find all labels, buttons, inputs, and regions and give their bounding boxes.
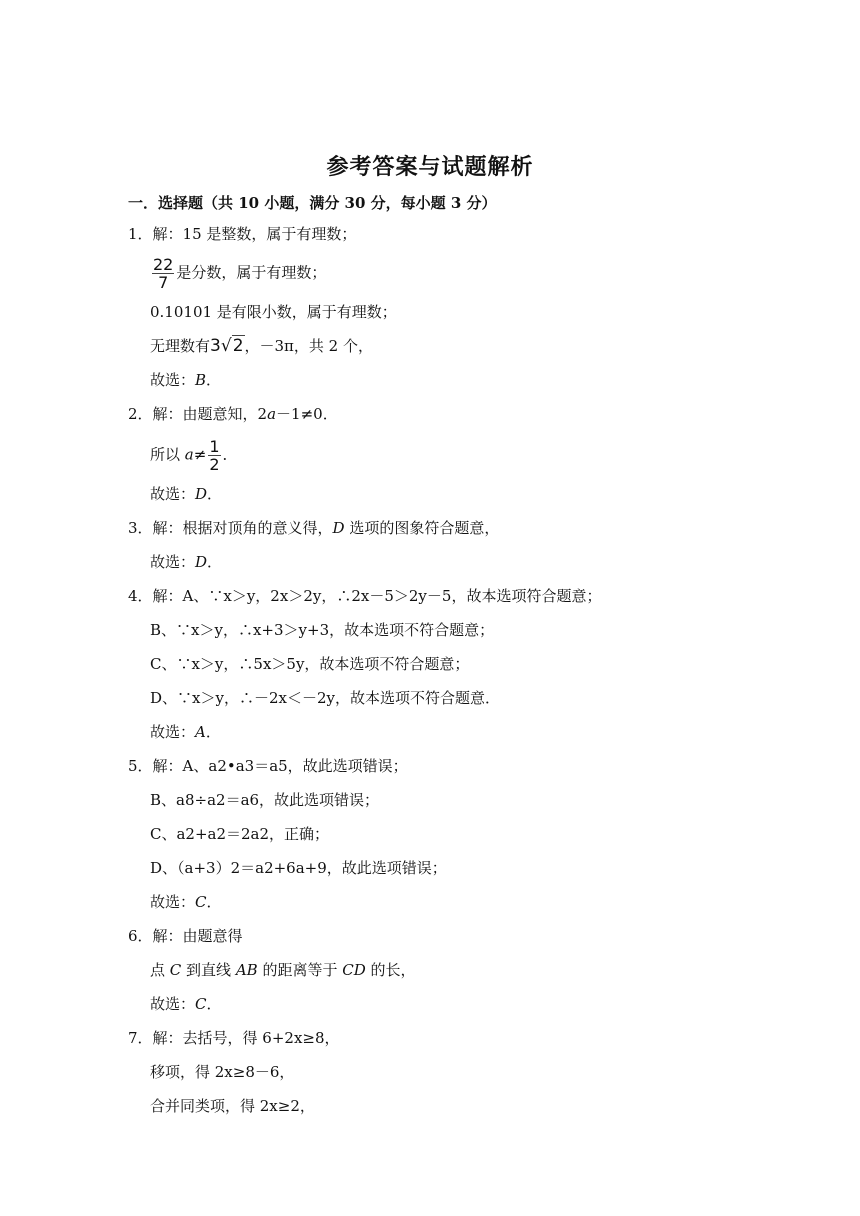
q5-answer: 故选：C． (150, 893, 222, 911)
q4-answer: 故选：A． (150, 723, 221, 741)
q3-line-1: 3．解：根据对顶角的意义得，D 选项的图象符合题意， (128, 519, 500, 537)
fraction-1-2: $\frac{1}{2}$ (209, 437, 220, 474)
page-title: 参考答案与试题解析 (326, 154, 534, 180)
q5-line-1: 5．解：A、a2•a3＝a5，故此选项错误； (128, 757, 408, 775)
q1-line-4: 无理数有3√2，－3π，共 2 个， (150, 336, 373, 356)
q2-answer: 故选：D． (150, 485, 223, 503)
q4-line-2: B、∵x＞y，∴x+3＞y+3，故本选项不符合题意； (150, 621, 495, 639)
q5-line-3: C、a2+a2＝2a2，正确； (150, 825, 330, 843)
q6-line-1: 6．解：由题意得 (128, 927, 243, 945)
q7-line-1: 7．解：去括号，得 6+2x≥8， (128, 1029, 340, 1047)
q7-line-2: 移项，得 2x≥8－6， (150, 1063, 295, 1081)
q1-line-1: 1．解：15 是整数，属于有理数； (128, 225, 357, 243)
q2-line-1: 2．解：由题意知，2a－1≠0． (128, 405, 338, 423)
q5-line-4: D、（a+3）2＝a2+6a+9，故此选项错误； (150, 859, 447, 877)
section-heading: 一．选择题（共 10 小题，满分 30 分，每小题 3 分） (128, 194, 497, 212)
radical-3-root-2: 3√2 (210, 336, 244, 356)
q1-line-2: $\frac{22}{7}$ 是分数，属于有理数； (153, 255, 327, 292)
q7-line-3: 合并同类项，得 2x≥2， (150, 1097, 315, 1115)
q4-line-3: C、∵x＞y，∴5x＞5y，故本选项不符合题意； (150, 655, 470, 673)
q4-line-4: D、∵x＞y，∴－2x＜－2y，故本选项不符合题意． (150, 689, 500, 707)
q3-answer: 故选：D． (150, 553, 223, 571)
q6-line-2: 点 C 到直线 AB 的距离等于 CD 的长， (150, 961, 416, 979)
q5-line-2: B、a8÷a2＝a6，故此选项错误； (150, 791, 380, 809)
q1-answer: 故选：B． (150, 371, 222, 389)
q2-line-2: 所以 a≠ $\frac{1}{2}$ ． (150, 437, 238, 474)
fraction-22-7: $\frac{22}{7}$ (153, 255, 174, 292)
q6-answer: 故选：C． (150, 995, 222, 1013)
q1-line-3: 0.10101 是有限小数，属于有理数； (150, 303, 397, 321)
q4-line-1: 4．解：A、∵x＞y，2x＞2y，∴2x－5＞2y－5，故本选项符合题意； (128, 587, 602, 605)
